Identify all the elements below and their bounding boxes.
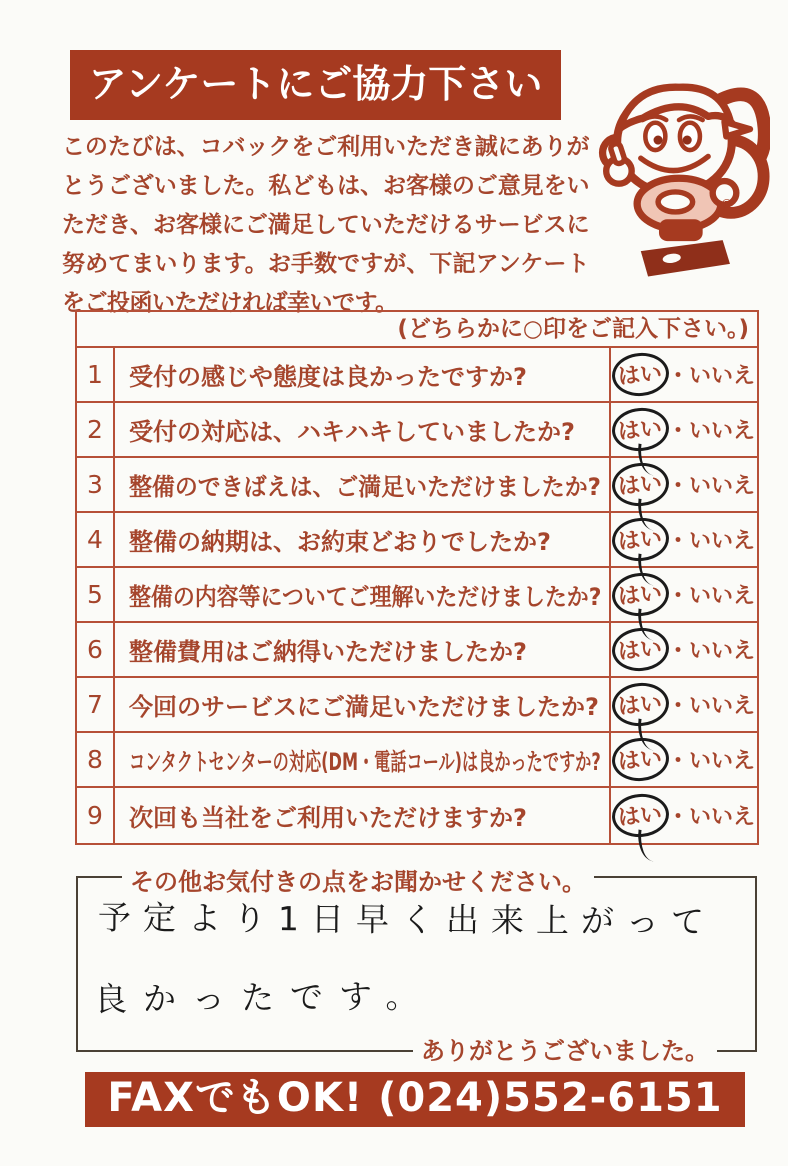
page-title: アンケートにご協力下さい xyxy=(70,50,561,120)
handwritten-circle-mark xyxy=(610,736,671,784)
answer-yes: はい xyxy=(617,526,664,555)
registered-trademark: ® xyxy=(720,196,733,211)
question-text: 今回のサービスにご満足いただけましたか? xyxy=(129,693,599,721)
survey-table xyxy=(75,310,759,845)
question-number: 9 xyxy=(77,788,115,843)
question-row xyxy=(77,458,757,513)
answer-no: いいえ xyxy=(689,749,756,774)
question-text: 整備の内容等についてご理解いただけましたか? xyxy=(129,583,602,611)
answer-cell xyxy=(609,623,757,676)
answer-separator: ・ xyxy=(667,529,690,554)
comment-box xyxy=(76,868,757,1065)
question-text: 整備のできばえは、ご満足いただけましたか? xyxy=(129,473,601,501)
answer-yes: はい xyxy=(617,471,664,500)
question-cell xyxy=(115,458,609,511)
question-number: 5 xyxy=(77,568,115,621)
answer-no: いいえ xyxy=(689,805,756,830)
question-text: コンタクトセンターの対応(DM・電話コール)は良かったですか? xyxy=(129,748,601,776)
answer-separator: ・ xyxy=(667,805,690,830)
question-text: 受付の対応は、ハキハキしていましたか? xyxy=(129,418,575,446)
question-row xyxy=(77,403,757,458)
answer-cell xyxy=(609,733,757,786)
question-text: 整備費用はご納得いただけましたか? xyxy=(129,638,527,666)
handwritten-circle-mark xyxy=(610,461,671,509)
answer-no: いいえ xyxy=(689,694,756,719)
answer-separator: ・ xyxy=(667,364,690,389)
question-cell xyxy=(115,513,609,566)
answer-no: いいえ xyxy=(689,364,756,389)
handwritten-comment-line-1: 予定より1日早く出来上がって xyxy=(97,897,717,942)
answer-no: いいえ xyxy=(689,584,756,609)
question-row xyxy=(77,568,757,623)
question-row xyxy=(77,733,757,788)
question-number: 4 xyxy=(77,513,115,566)
answer-cell xyxy=(609,678,757,731)
question-cell xyxy=(115,348,609,401)
question-cell xyxy=(115,733,609,786)
handwritten-comment-line-2: 良かったです。 xyxy=(93,976,435,1019)
question-text: 次回も当社をご利用いただけますか? xyxy=(129,804,527,832)
answer-cell xyxy=(609,348,757,401)
answer-separator: ・ xyxy=(667,474,690,499)
question-row xyxy=(77,623,757,678)
question-cell xyxy=(115,568,609,621)
answer-yes: はい xyxy=(617,416,664,445)
handwritten-circle-mark xyxy=(610,516,671,564)
answer-cell xyxy=(609,568,757,621)
answer-no: いいえ xyxy=(689,474,756,499)
question-number: 1 xyxy=(77,348,115,401)
question-cell xyxy=(115,678,609,731)
answer-yes: はい xyxy=(617,746,664,775)
answer-yes: はい xyxy=(617,691,664,720)
question-number: 6 xyxy=(77,623,115,676)
answer-separator: ・ xyxy=(667,639,690,664)
answer-separator: ・ xyxy=(667,749,690,774)
handwritten-circle-mark xyxy=(610,406,671,454)
question-number: 3 xyxy=(77,458,115,511)
answer-yes: はい xyxy=(617,636,664,665)
kobac-mascot-illustration xyxy=(588,60,770,292)
handwritten-circle-mark xyxy=(610,681,671,729)
question-text: 整備の納期は、お約束どおりでしたか? xyxy=(129,528,551,556)
handwritten-circle-mark xyxy=(610,626,671,674)
handwritten-circle-mark xyxy=(610,792,671,840)
question-cell xyxy=(115,788,609,843)
answer-no: いいえ xyxy=(689,639,756,664)
answer-yes: はい xyxy=(617,581,664,610)
question-row xyxy=(77,348,757,403)
question-cell xyxy=(115,623,609,676)
answer-yes: はい xyxy=(617,802,664,831)
answer-separator: ・ xyxy=(667,419,690,444)
monkey-mascot-icon xyxy=(588,60,770,292)
answer-separator: ・ xyxy=(667,694,690,719)
answer-cell xyxy=(609,788,757,843)
question-row xyxy=(77,513,757,568)
comment-prompt: その他お気付きの点をお聞かせください。 xyxy=(122,862,594,897)
answer-cell xyxy=(609,513,757,566)
question-number: 8 xyxy=(77,733,115,786)
answer-yes: はい xyxy=(617,361,664,390)
survey-instruction: (どちらかに○印をご記入下さい。) xyxy=(77,312,757,348)
answer-cell xyxy=(609,403,757,456)
intro-paragraph: このたびは、コバックをご利用いただき誠にありがとうございました。私どもは、お客様のご意見をいただき、お客様にご満足していただけるサービスに努めてまいります。お手数ですが、下記アンケートをご投函いただければ幸いです。 xyxy=(62,134,589,316)
question-rows xyxy=(77,348,757,843)
question-number: 2 xyxy=(77,403,115,456)
question-cell xyxy=(115,403,609,456)
question-row xyxy=(77,678,757,733)
comment-closing: ありがとうございました。 xyxy=(413,1031,717,1066)
question-text: 受付の感じや態度は良かったですか? xyxy=(129,363,527,391)
answer-cell xyxy=(609,458,757,511)
answer-no: いいえ xyxy=(689,529,756,554)
fax-banner: FAXでもOK! (024)552-6151 xyxy=(85,1072,745,1127)
question-row xyxy=(77,788,757,843)
answer-separator: ・ xyxy=(667,584,690,609)
handwritten-circle-mark xyxy=(610,571,671,619)
question-number: 7 xyxy=(77,678,115,731)
handwritten-circle-mark xyxy=(610,351,671,399)
answer-no: いいえ xyxy=(689,419,756,444)
